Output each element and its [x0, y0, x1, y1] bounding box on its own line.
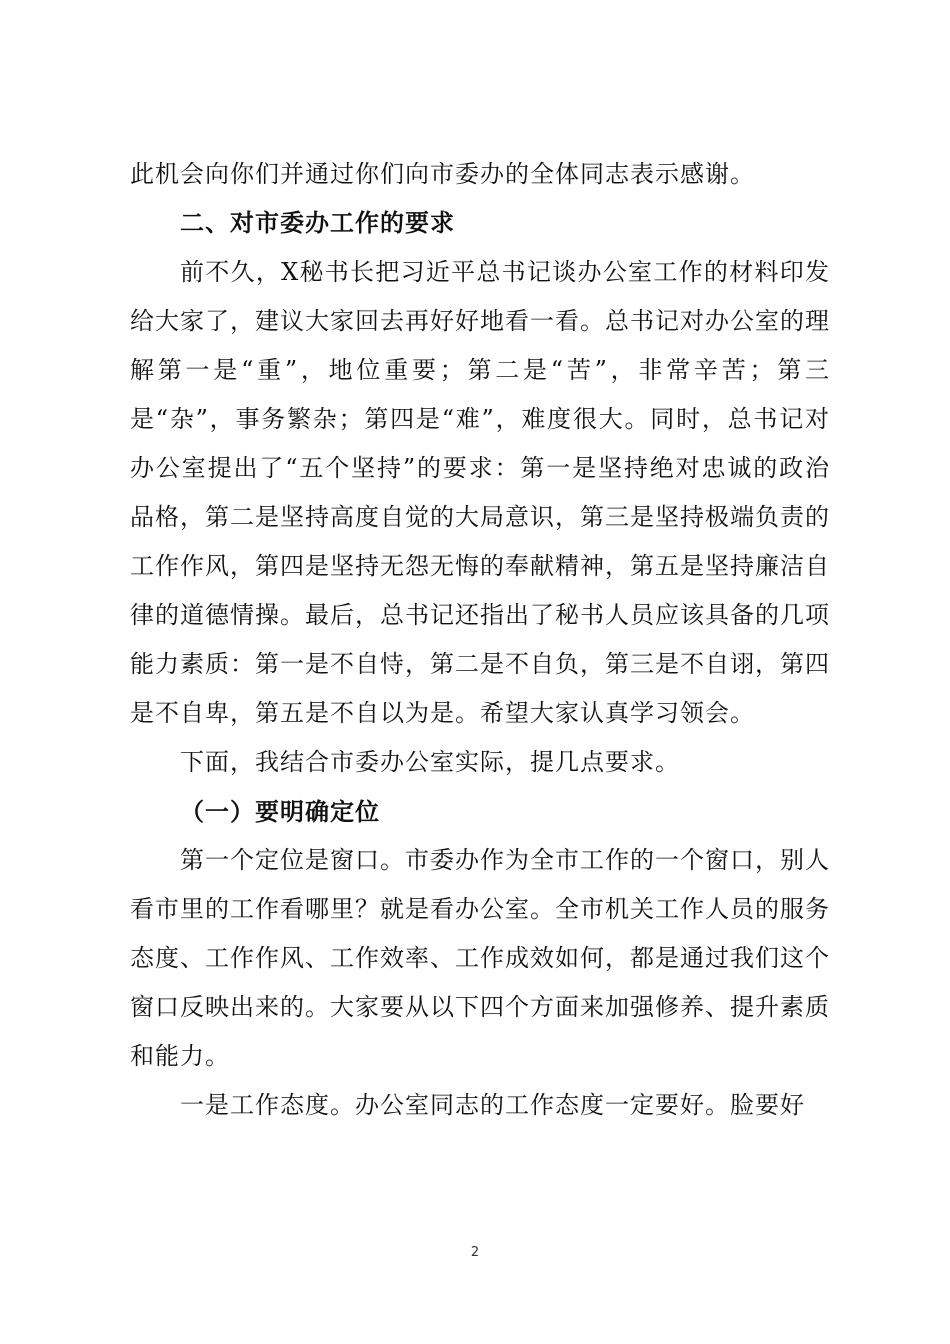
paragraph: 一是工作态度。办公室同志的工作态度一定要好。脸要好 [180, 1091, 805, 1119]
paragraph: 第一个定位是窗口。市委办作为全市工作的一个窗口，别人看市里的工作看哪里？就是看办公室。全市机关工作人员的服务态度、工作作风、工作效率、工作成效如何，都是通过我们这个窗口反映出来的。大家要从以下四个方面来加强修养、提升素质和能力。 [130, 846, 830, 1070]
section-heading: 二、对市委办工作的要求 [180, 209, 455, 237]
paragraph: 下面，我结合市委办公室实际，提几点要求。 [180, 748, 680, 776]
paragraph-continuation: 此机会向你们并通过你们向市委办的全体同志表示感谢。 [130, 160, 755, 188]
page-number: 2 [470, 1245, 480, 1260]
subsection-heading: （一）要明确定位 [180, 797, 380, 826]
paragraph: 前不久，X秘书长把习近平总书记谈办公室工作的材料印发给大家了，建议大家回去再好好地看一看。总书记对办公室的理解第一是“重”，地位重要；第二是“苦”，非常辛苦；第三是“杂”，事务繁杂；第四是“难”，难度很大。同时，总书记对办公室提出了“五个坚持”的要求：第一是坚持绝对忠诚的政治品格，第二是坚持高度自觉的大局意识，第三是坚持极端负责的工作作风，第四是坚持无怨无悔的奉献精神，第五是坚持廉洁自律的道德情操。最后，总书记还指出了秘书人员应该具备的几项能力素质：第一是不自恃，第二是不自负，第三是不自诩，第四是不自卑，第五是不自以为是。希望大家认真学习领会。 [130, 258, 830, 727]
body-text [130, 150, 830, 1130]
